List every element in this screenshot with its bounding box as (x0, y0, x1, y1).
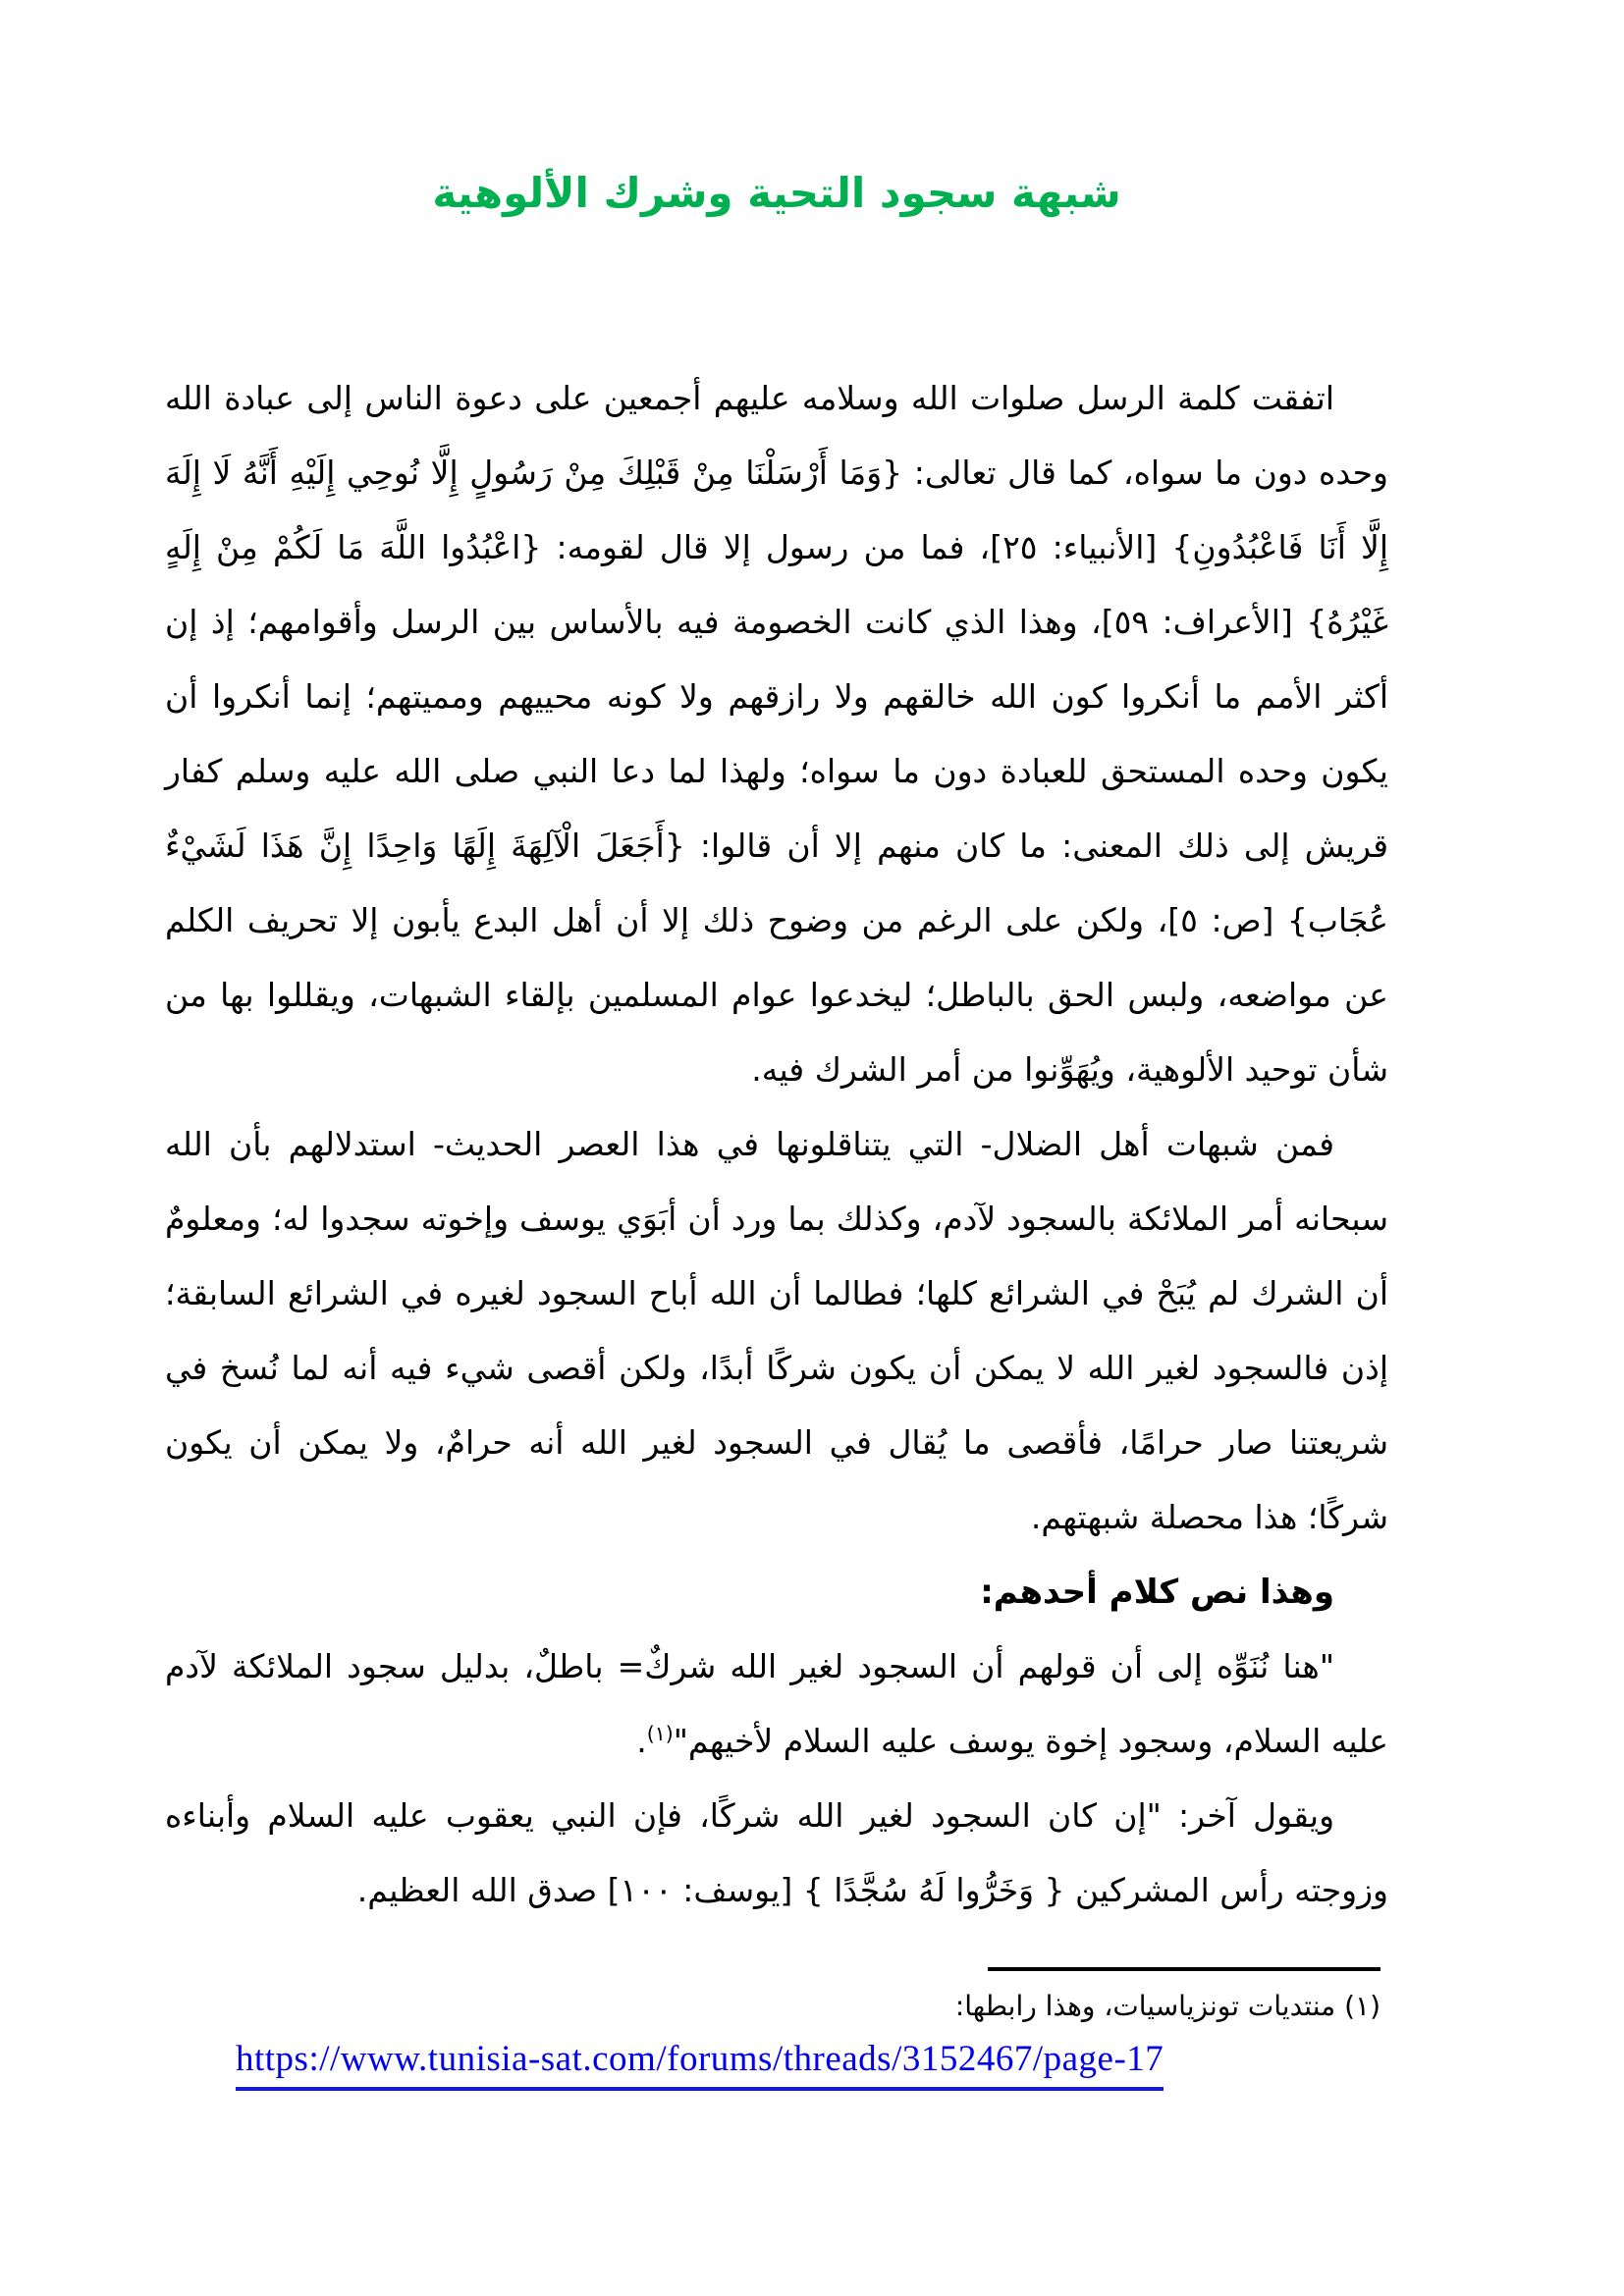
footnote-link[interactable]: https://www.tunisia-sat.com/forums/threads/3152467/page-17 (236, 2038, 1164, 2091)
footnote-reference-mark: (١) (646, 1722, 674, 1745)
document-body (165, 361, 1388, 1928)
footnote-separator (988, 1967, 1380, 1971)
quoted-statement-text: "هنا نُنَوِّه إلى أن قولهم أن السجود لغير الله شركٌ= باطلٌ، بدليل سجود الملائكة لآدم عليه السلام، وسجود إخوة يوسف عليه السلام لأخيهم" (165, 1647, 1388, 1760)
body-paragraph-1: اتفقت كلمة الرسل صلوات الله وسلامه عليهم أجمعين على دعوة الناس إلى عبادة الله وحده دون ما سواه، كما قال تعالى: {وَمَا أَرْسَلْنَا مِنْ قَبْلِكَ مِنْ رَسُولٍ إِلَّا نُوحِي إِلَيْهِ أَنَّهُ لَا إِلَهَ إِلَّا أَنَا فَاعْبُدُونِ} [الأنبياء: ٢٥]، فما من رسول إلا قال لقومه: {اعْبُدُوا اللَّهَ مَا لَكُمْ مِنْ إِلَهٍ غَيْرُهُ} [الأعراف: ٥٩]، وهذا الذي كانت الخصومة فيه بالأساس بين الرسل وأقوامهم؛ إذ إن أكثر الأمم ما أنكروا كون الله خالقهم ولا رازقهم ولا كونه محييهم ومميتهم؛ إنما أنكروا أن يكون وحده المستحق للعبادة دون ما سواه؛ ولهذا لما دعا النبي صلى الله عليه وسلم كفار قريش إلى ذلك المعنى: ما كان منهم إلا أن قالوا: {أَجَعَلَ الْآلِهَةَ إِلَهًا وَاحِدًا إِنَّ هَذَا لَشَيْءٌ عُجَاب} [ص: ٥]، ولكن على الرغم من وضوح ذلك إلا أن أهل البدع يأبون إلا تحريف الكلم عن مواضعه، ولبس الحق بالباطل؛ ليخدعوا عوام المسلمين بإلقاء الشبهات، ويقللوا بها من شأن توحيد الألوهية، ويُهَوِّنوا من أمر الشرك فيه. (165, 379, 1388, 1089)
footnote-text: (١) منتديات تونزياسيات، وهذا رابطها: (954, 1990, 1380, 2022)
body-paragraph-3 (165, 1629, 1388, 1779)
sentence-period: . (636, 1722, 647, 1760)
document-title: شبهة سجود التحية وشرك الألوهية (432, 169, 1121, 217)
body-paragraph-4: ويقول آخر: "إن كان السجود لغير الله شركًا، فإن النبي يعقوب عليه السلام وأبناءه وزوجته رأس المشركين { وَخَرُّوا لَهُ سُجَّدًا } [يوسف: ١٠٠] صدق الله العظيم. (165, 1796, 1388, 1909)
body-paragraph-2: فمن شبهات أهل الضلال- التي يتناقلونها في هذا العصر الحديث- استدلالهم بأن الله سبحانه أمر الملائكة بالسجود لآدم، وكذلك بما ورد أن أبَوَي يوسف وإخوته سجدوا له؛ ومعلومٌ أن الشرك لم يُبَحْ في الشرائع كلها؛ فطالما أن الله أباح السجود لغيره في الشرائع السابقة؛ إذن فالسجود لغير الله لا يمكن أن يكون شركًا أبدًا، ولكن أقصى شيء فيه أنه لما نُسخ في شريعتنا صار حرامًا، فأقصى ما يُقال في السجود لغير الله أنه حرامٌ، ولا يمكن أن يكون شركًا؛ هذا محصلة شبهتهم. (165, 1125, 1388, 1536)
quote-heading: وهذا نص كلام أحدهم: (980, 1573, 1334, 1612)
